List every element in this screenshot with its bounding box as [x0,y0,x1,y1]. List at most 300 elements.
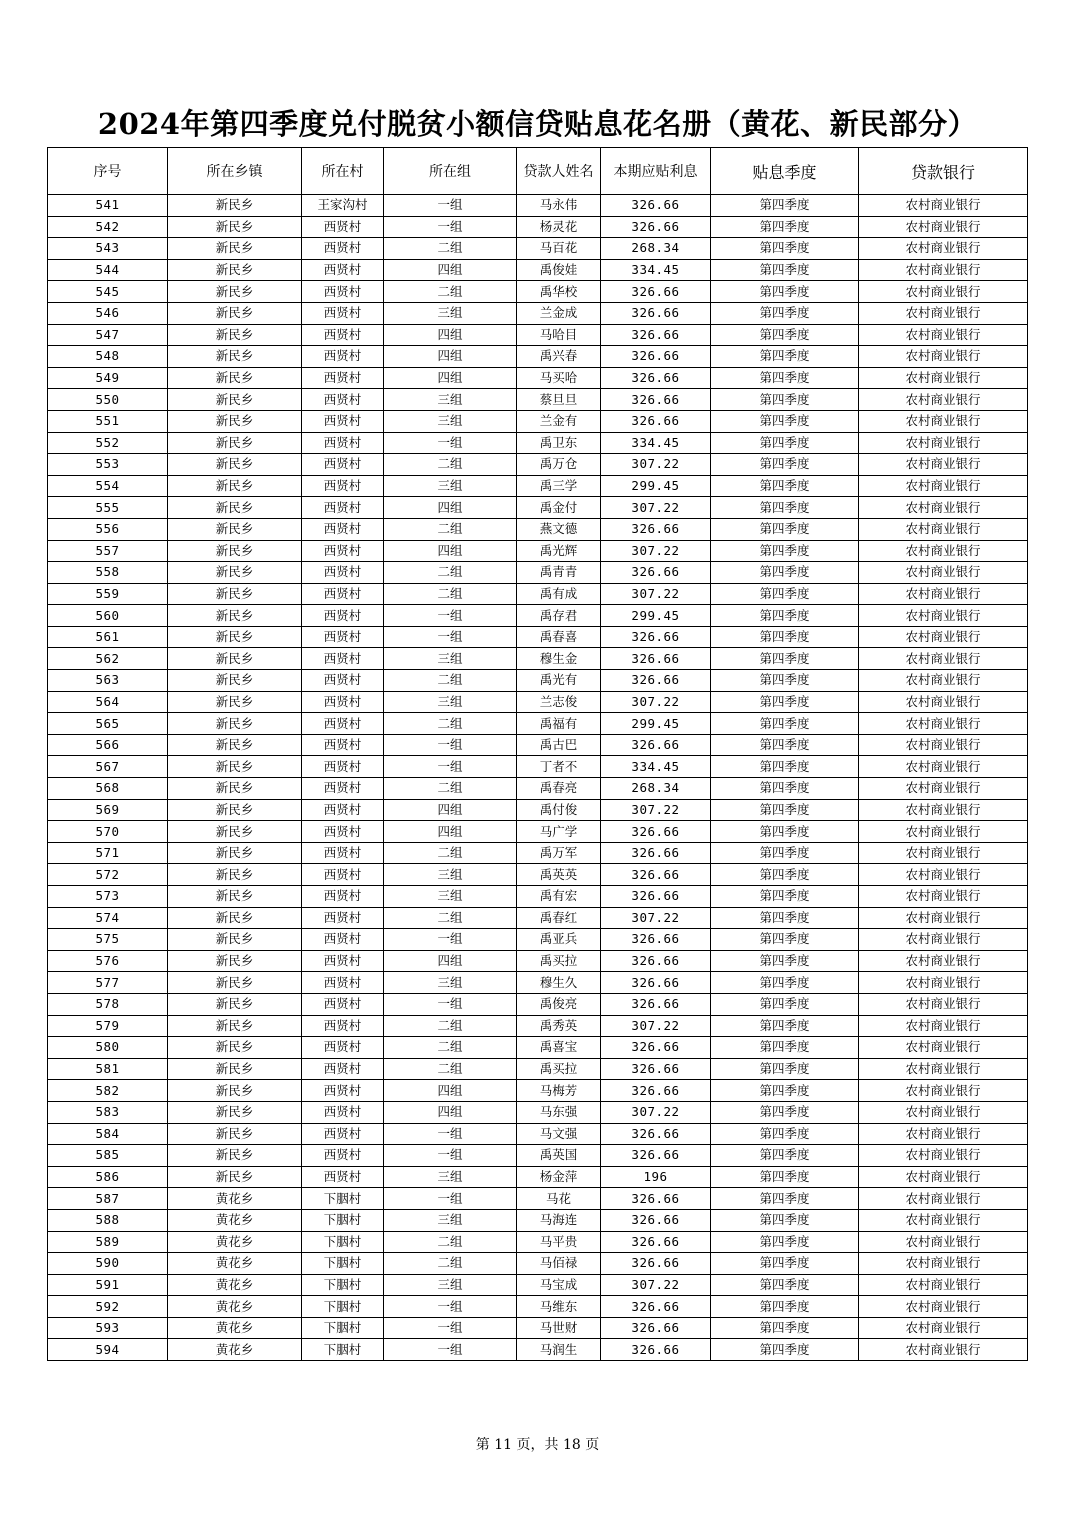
cell-interest: 299.45 [601,713,711,735]
table-row [48,734,1028,756]
table-row [48,950,1028,972]
cell-serial: 590 [48,1253,168,1275]
cell-interest: 307.22 [601,907,711,929]
cell-group: 三组 [384,691,517,713]
table-row [48,799,1028,821]
cell-interest: 307.22 [601,1274,711,1296]
cell-borrower-name: 禹万仓 [517,454,601,476]
cell-borrower-name: 禹秀英 [517,1015,601,1037]
cell-village: 西贤村 [302,993,384,1015]
cell-interest: 326.66 [601,886,711,908]
table-header-row [48,148,1028,195]
cell-township: 新民乡 [168,972,302,994]
cell-group: 三组 [384,1209,517,1231]
cell-quarter: 第四季度 [711,281,859,303]
cell-township: 新民乡 [168,324,302,346]
cell-borrower-name: 禹光辉 [517,540,601,562]
cell-village: 下胭村 [302,1188,384,1210]
cell-interest: 268.34 [601,778,711,800]
cell-interest: 326.66 [601,1296,711,1318]
cell-interest: 307.22 [601,799,711,821]
cell-township: 新民乡 [168,540,302,562]
cell-quarter: 第四季度 [711,583,859,605]
table-row [48,1015,1028,1037]
cell-serial: 555 [48,497,168,519]
cell-serial: 564 [48,691,168,713]
cell-interest: 326.66 [601,626,711,648]
cell-serial: 579 [48,1015,168,1037]
table-row [48,713,1028,735]
cell-group: 二组 [384,583,517,605]
cell-village: 西贤村 [302,259,384,281]
cell-bank: 农村商业银行 [859,842,1028,864]
cell-borrower-name: 禹有成 [517,583,601,605]
cell-serial: 586 [48,1166,168,1188]
cell-interest: 326.66 [601,562,711,584]
cell-interest: 326.66 [601,1209,711,1231]
table-row [48,475,1028,497]
cell-serial: 558 [48,562,168,584]
cell-bank: 农村商业银行 [859,1015,1028,1037]
cell-quarter: 第四季度 [711,1145,859,1167]
cell-bank: 农村商业银行 [859,1166,1028,1188]
cell-bank: 农村商业银行 [859,1101,1028,1123]
cell-group: 一组 [384,1296,517,1318]
cell-group: 二组 [384,1058,517,1080]
cell-bank: 农村商业银行 [859,238,1028,260]
cell-interest: 326.66 [601,1231,711,1253]
cell-group: 三组 [384,886,517,908]
cell-quarter: 第四季度 [711,1037,859,1059]
cell-group: 二组 [384,281,517,303]
cell-interest: 326.66 [601,1080,711,1102]
cell-serial: 594 [48,1339,168,1361]
table-row [48,324,1028,346]
cell-bank: 农村商业银行 [859,367,1028,389]
cell-group: 一组 [384,1188,517,1210]
cell-group: 一组 [384,1145,517,1167]
cell-bank: 农村商业银行 [859,518,1028,540]
cell-borrower-name: 禹买拉 [517,950,601,972]
cell-quarter: 第四季度 [711,1188,859,1210]
cell-group: 一组 [384,605,517,627]
cell-township: 新民乡 [168,281,302,303]
cell-village: 西贤村 [302,907,384,929]
cell-group: 一组 [384,1339,517,1361]
cell-interest: 326.66 [601,929,711,951]
cell-group: 一组 [384,626,517,648]
cell-borrower-name: 禹卫东 [517,432,601,454]
table-row [48,907,1028,929]
cell-borrower-name: 禹春红 [517,907,601,929]
cell-township: 黄花乡 [168,1188,302,1210]
cell-serial: 544 [48,259,168,281]
cell-interest: 326.66 [601,195,711,217]
cell-group: 三组 [384,1166,517,1188]
cell-borrower-name: 马润生 [517,1339,601,1361]
cell-village: 下胭村 [302,1274,384,1296]
cell-bank: 农村商业银行 [859,778,1028,800]
cell-bank: 农村商业银行 [859,648,1028,670]
cell-township: 新民乡 [168,993,302,1015]
cell-group: 三组 [384,475,517,497]
cell-village: 西贤村 [302,648,384,670]
cell-quarter: 第四季度 [711,259,859,281]
cell-serial: 557 [48,540,168,562]
cell-serial: 567 [48,756,168,778]
cell-township: 新民乡 [168,778,302,800]
cell-interest: 326.66 [601,1339,711,1361]
cell-bank: 农村商业银行 [859,1231,1028,1253]
cell-borrower-name: 杨金萍 [517,1166,601,1188]
cell-serial: 551 [48,410,168,432]
cell-quarter: 第四季度 [711,1015,859,1037]
table-row [48,518,1028,540]
cell-interest: 326.66 [601,324,711,346]
cell-township: 新民乡 [168,929,302,951]
cell-borrower-name: 马永伟 [517,195,601,217]
cell-serial: 569 [48,799,168,821]
cell-quarter: 第四季度 [711,1101,859,1123]
cell-quarter: 第四季度 [711,842,859,864]
cell-bank: 农村商业银行 [859,1058,1028,1080]
cell-interest: 307.22 [601,454,711,476]
cell-village: 下胭村 [302,1339,384,1361]
cell-township: 新民乡 [168,389,302,411]
table-row [48,1253,1028,1275]
table-row [48,1188,1028,1210]
cell-interest: 326.66 [601,216,711,238]
cell-bank: 农村商业银行 [859,346,1028,368]
cell-interest: 299.45 [601,475,711,497]
cell-bank: 农村商业银行 [859,1188,1028,1210]
cell-serial: 554 [48,475,168,497]
cell-interest: 326.66 [601,842,711,864]
cell-bank: 农村商业银行 [859,972,1028,994]
cell-serial: 589 [48,1231,168,1253]
table-row [48,778,1028,800]
cell-group: 二组 [384,713,517,735]
cell-interest: 307.22 [601,691,711,713]
table-row [48,1058,1028,1080]
cell-serial: 585 [48,1145,168,1167]
cell-village: 西贤村 [302,864,384,886]
cell-township: 新民乡 [168,238,302,260]
cell-interest: 326.66 [601,972,711,994]
subsidy-roster-table [47,147,1028,1361]
cell-quarter: 第四季度 [711,626,859,648]
cell-group: 三组 [384,389,517,411]
cell-group: 二组 [384,907,517,929]
cell-borrower-name: 马东强 [517,1101,601,1123]
cell-township: 新民乡 [168,907,302,929]
table-row [48,346,1028,368]
cell-village: 西贤村 [302,540,384,562]
header-bank: 贷款银行 [859,148,1028,195]
cell-bank: 农村商业银行 [859,562,1028,584]
cell-group: 三组 [384,302,517,324]
cell-village: 西贤村 [302,367,384,389]
cell-quarter: 第四季度 [711,562,859,584]
cell-quarter: 第四季度 [711,929,859,951]
cell-bank: 农村商业银行 [859,216,1028,238]
cell-group: 一组 [384,216,517,238]
cell-village: 下胭村 [302,1231,384,1253]
cell-interest: 326.66 [601,1037,711,1059]
table-row [48,216,1028,238]
cell-borrower-name: 禹万军 [517,842,601,864]
table-row [48,238,1028,260]
table-row [48,605,1028,627]
cell-serial: 550 [48,389,168,411]
cell-village: 西贤村 [302,1037,384,1059]
cell-village: 西贤村 [302,972,384,994]
cell-serial: 568 [48,778,168,800]
cell-township: 新民乡 [168,626,302,648]
header-group: 所在组 [384,148,517,195]
cell-quarter: 第四季度 [711,195,859,217]
cell-borrower-name: 马海连 [517,1209,601,1231]
cell-quarter: 第四季度 [711,972,859,994]
cell-serial: 560 [48,605,168,627]
cell-serial: 577 [48,972,168,994]
cell-group: 四组 [384,346,517,368]
cell-group: 二组 [384,1231,517,1253]
header-serial: 序号 [48,148,168,195]
cell-township: 新民乡 [168,950,302,972]
cell-bank: 农村商业银行 [859,950,1028,972]
cell-interest: 326.66 [601,1188,711,1210]
table-row [48,972,1028,994]
table-row [48,1123,1028,1145]
cell-village: 西贤村 [302,1015,384,1037]
cell-village: 西贤村 [302,562,384,584]
cell-serial: 571 [48,842,168,864]
cell-township: 新民乡 [168,195,302,217]
cell-bank: 农村商业银行 [859,713,1028,735]
cell-group: 一组 [384,195,517,217]
cell-bank: 农村商业银行 [859,1037,1028,1059]
cell-bank: 农村商业银行 [859,1080,1028,1102]
cell-group: 一组 [384,734,517,756]
cell-village: 西贤村 [302,734,384,756]
cell-village: 西贤村 [302,410,384,432]
cell-township: 新民乡 [168,432,302,454]
cell-bank: 农村商业银行 [859,454,1028,476]
cell-village: 西贤村 [302,713,384,735]
cell-borrower-name: 马花 [517,1188,601,1210]
cell-borrower-name: 马维东 [517,1296,601,1318]
cell-bank: 农村商业银行 [859,734,1028,756]
cell-quarter: 第四季度 [711,1296,859,1318]
cell-quarter: 第四季度 [711,1339,859,1361]
cell-village: 下胭村 [302,1253,384,1275]
cell-bank: 农村商业银行 [859,195,1028,217]
cell-quarter: 第四季度 [711,648,859,670]
cell-township: 新民乡 [168,864,302,886]
table-row [48,626,1028,648]
table-row [48,1209,1028,1231]
table-row [48,1274,1028,1296]
cell-village: 王家沟村 [302,195,384,217]
cell-bank: 农村商业银行 [859,821,1028,843]
cell-borrower-name: 禹华校 [517,281,601,303]
cell-serial: 575 [48,929,168,951]
cell-interest: 326.66 [601,518,711,540]
cell-bank: 农村商业银行 [859,799,1028,821]
cell-quarter: 第四季度 [711,518,859,540]
table-row [48,1037,1028,1059]
cell-quarter: 第四季度 [711,475,859,497]
cell-borrower-name: 禹喜宝 [517,1037,601,1059]
cell-township: 黄花乡 [168,1231,302,1253]
cell-village: 下胭村 [302,1317,384,1339]
table-row [48,1101,1028,1123]
cell-borrower-name: 丁者不 [517,756,601,778]
cell-bank: 农村商业银行 [859,1145,1028,1167]
cell-group: 二组 [384,454,517,476]
table-row [48,993,1028,1015]
cell-quarter: 第四季度 [711,497,859,519]
cell-township: 新民乡 [168,1058,302,1080]
cell-serial: 562 [48,648,168,670]
cell-serial: 565 [48,713,168,735]
cell-quarter: 第四季度 [711,1080,859,1102]
cell-serial: 570 [48,821,168,843]
cell-borrower-name: 禹兴春 [517,346,601,368]
cell-village: 西贤村 [302,497,384,519]
table-row [48,497,1028,519]
cell-borrower-name: 马百花 [517,238,601,260]
cell-serial: 548 [48,346,168,368]
cell-village: 西贤村 [302,432,384,454]
cell-group: 一组 [384,432,517,454]
cell-interest: 326.66 [601,993,711,1015]
cell-group: 四组 [384,367,517,389]
cell-bank: 农村商业银行 [859,670,1028,692]
cell-township: 新民乡 [168,821,302,843]
table-row [48,648,1028,670]
cell-bank: 农村商业银行 [859,475,1028,497]
cell-borrower-name: 禹三学 [517,475,601,497]
table-row [48,821,1028,843]
cell-township: 新民乡 [168,367,302,389]
table-row [48,1317,1028,1339]
cell-group: 二组 [384,1253,517,1275]
cell-quarter: 第四季度 [711,540,859,562]
cell-township: 黄花乡 [168,1339,302,1361]
cell-group: 一组 [384,993,517,1015]
cell-borrower-name: 禹亚兵 [517,929,601,951]
cell-township: 新民乡 [168,475,302,497]
table-row [48,886,1028,908]
cell-borrower-name: 杨灵花 [517,216,601,238]
cell-quarter: 第四季度 [711,993,859,1015]
table-row [48,1166,1028,1188]
table-row [48,540,1028,562]
table-body [48,195,1028,1361]
cell-quarter: 第四季度 [711,1253,859,1275]
cell-group: 二组 [384,1015,517,1037]
cell-township: 新民乡 [168,756,302,778]
cell-borrower-name: 马文强 [517,1123,601,1145]
cell-borrower-name: 马买哈 [517,367,601,389]
table-row [48,1145,1028,1167]
cell-borrower-name: 燕文德 [517,518,601,540]
cell-group: 一组 [384,756,517,778]
table-row [48,432,1028,454]
cell-village: 西贤村 [302,626,384,648]
cell-bank: 农村商业银行 [859,410,1028,432]
cell-borrower-name: 禹金付 [517,497,601,519]
cell-interest: 326.66 [601,670,711,692]
table-row [48,583,1028,605]
table-row [48,454,1028,476]
cell-quarter: 第四季度 [711,1231,859,1253]
cell-township: 新民乡 [168,1145,302,1167]
cell-quarter: 第四季度 [711,1058,859,1080]
cell-group: 二组 [384,1037,517,1059]
cell-interest: 268.34 [601,238,711,260]
cell-bank: 农村商业银行 [859,756,1028,778]
cell-township: 新民乡 [168,842,302,864]
cell-quarter: 第四季度 [711,410,859,432]
table-row [48,756,1028,778]
cell-quarter: 第四季度 [711,389,859,411]
cell-borrower-name: 禹福有 [517,713,601,735]
cell-serial: 543 [48,238,168,260]
cell-bank: 农村商业银行 [859,497,1028,519]
cell-serial: 588 [48,1209,168,1231]
cell-bank: 农村商业银行 [859,583,1028,605]
cell-serial: 563 [48,670,168,692]
cell-group: 二组 [384,238,517,260]
cell-township: 新民乡 [168,216,302,238]
table-row [48,195,1028,217]
cell-township: 新民乡 [168,346,302,368]
cell-serial: 587 [48,1188,168,1210]
cell-group: 三组 [384,410,517,432]
cell-village: 西贤村 [302,454,384,476]
cell-quarter: 第四季度 [711,1274,859,1296]
cell-bank: 农村商业银行 [859,259,1028,281]
cell-bank: 农村商业银行 [859,1317,1028,1339]
cell-village: 西贤村 [302,1145,384,1167]
cell-interest: 334.45 [601,432,711,454]
cell-group: 二组 [384,842,517,864]
cell-interest: 299.45 [601,605,711,627]
cell-interest: 196 [601,1166,711,1188]
cell-village: 西贤村 [302,1080,384,1102]
cell-quarter: 第四季度 [711,691,859,713]
cell-bank: 农村商业银行 [859,907,1028,929]
cell-serial: 574 [48,907,168,929]
cell-village: 西贤村 [302,238,384,260]
cell-borrower-name: 禹英英 [517,864,601,886]
cell-quarter: 第四季度 [711,1123,859,1145]
cell-quarter: 第四季度 [711,432,859,454]
cell-interest: 326.66 [601,281,711,303]
cell-township: 黄花乡 [168,1253,302,1275]
cell-borrower-name: 禹俊亮 [517,993,601,1015]
cell-quarter: 第四季度 [711,238,859,260]
cell-village: 西贤村 [302,302,384,324]
cell-village: 西贤村 [302,799,384,821]
cell-borrower-name: 禹春亮 [517,778,601,800]
cell-township: 新民乡 [168,1080,302,1102]
cell-village: 西贤村 [302,670,384,692]
cell-township: 新民乡 [168,410,302,432]
